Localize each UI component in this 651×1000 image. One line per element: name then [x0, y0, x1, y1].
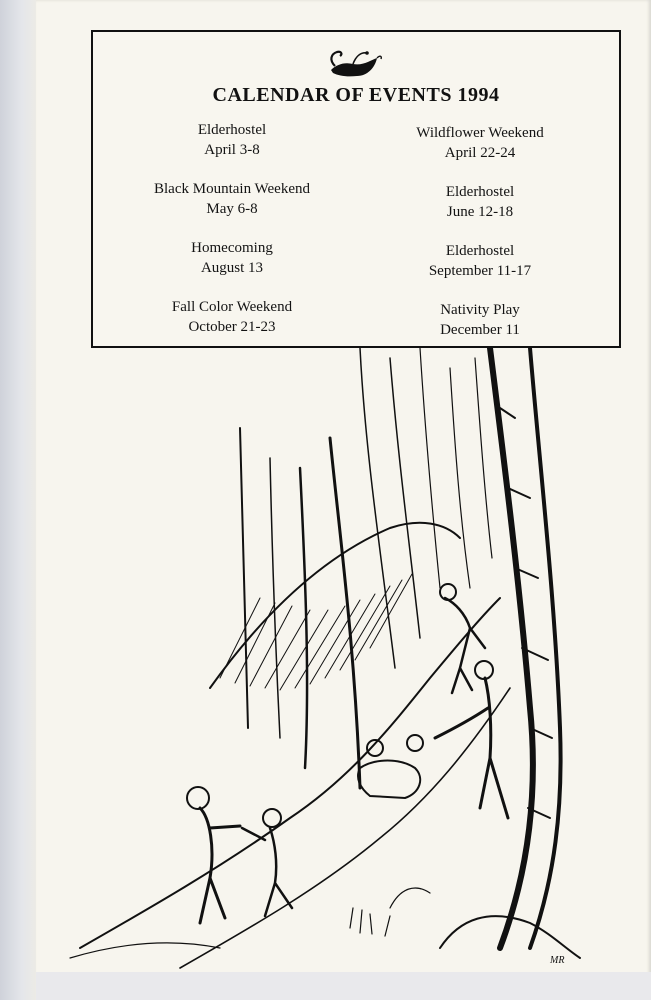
event-name: Black Mountain Weekend: [154, 181, 310, 197]
scan-background-edge: [0, 0, 36, 1000]
event-dates: September 11-17: [428, 263, 532, 279]
event-dates: August 13: [200, 260, 264, 276]
hiking-trail-illustration: [60, 348, 600, 973]
event-dates: October 21-23: [188, 319, 276, 335]
events-column-left: [107, 120, 357, 356]
event-dates: December 11: [440, 322, 520, 338]
event-dates: June 12-18: [446, 204, 514, 220]
event-name: Wildflower Weekend: [416, 125, 544, 141]
artist-signature: MR: [550, 955, 565, 966]
leaf-flourish-icon: [323, 46, 385, 84]
event-name: Fall Color Weekend: [171, 299, 293, 315]
scan-background-bottom: [36, 972, 651, 1000]
event-name: Nativity Play: [440, 302, 520, 318]
event-dates: April 3-8: [204, 142, 260, 158]
event-item: [355, 123, 605, 182]
calendar-box: [91, 30, 621, 348]
event-name: Elderhostel: [445, 184, 515, 200]
event-dates: April 22-24: [444, 145, 516, 161]
event-item: [107, 179, 357, 238]
event-item: [355, 182, 605, 241]
event-item: [355, 241, 605, 300]
event-dates: May 6-8: [206, 201, 258, 217]
event-name: Elderhostel: [197, 122, 267, 138]
event-name: Homecoming: [191, 240, 273, 256]
event-name: Elderhostel: [445, 243, 515, 259]
event-item: [107, 120, 357, 179]
page-title: CALENDAR OF EVENTS 1994: [212, 84, 500, 106]
events-column-right: [355, 120, 605, 359]
event-item: [107, 238, 357, 297]
